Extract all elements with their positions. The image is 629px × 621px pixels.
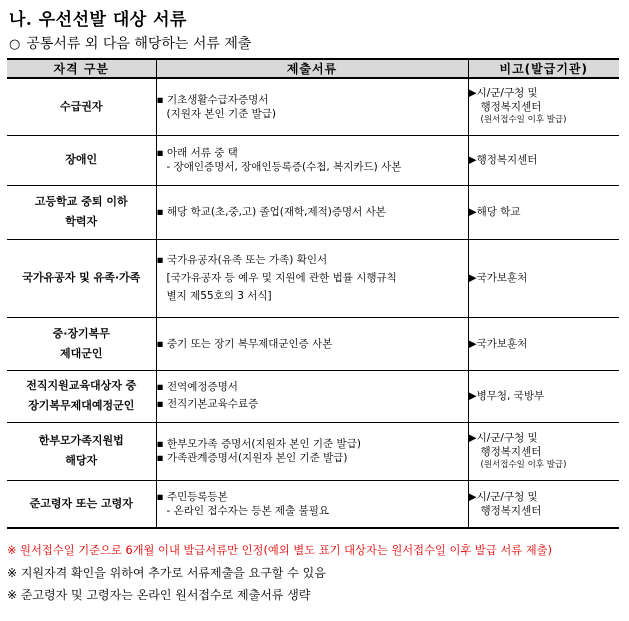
issuer-note: (원서접수일 이후 발급) (480, 459, 567, 470)
documents-cell (156, 370, 468, 422)
issuer-line: ▶시/군/구청 및 (468, 87, 538, 100)
qualification-cell (7, 370, 156, 422)
documents-cell (156, 239, 468, 317)
document-line: ▪ 한부모가족 증명서(지원자 본인 기준 발급) (156, 438, 361, 450)
qualification-cell (7, 239, 156, 317)
document-line: - 장애인증명서, 장애인등록증(수첩, 복지카드) 사본 (166, 161, 402, 173)
subtitle (9, 33, 251, 53)
subtitle-bullet: ○ (9, 37, 21, 52)
document-line: 별지 제55호의 3 서식] (166, 290, 272, 302)
table-row (7, 317, 619, 370)
documents-cell (156, 480, 468, 528)
issuer-line: ▶시/군/구청 및 (468, 431, 538, 444)
table-row (7, 422, 619, 480)
qualification-text: 수급권자 (59, 99, 103, 113)
document-line: ▪ 가족관계증명서(지원자 본인 기준 발급) (156, 452, 348, 464)
document-line: ▪ 전직기본교육수료증 (156, 398, 259, 410)
qualification-cell (7, 422, 156, 480)
qualification-cell (7, 317, 156, 370)
note-additional-docs: ※ 지원자격 확인을 위하여 추가로 서류제출을 요구할 수 있음 (7, 566, 326, 580)
header-issuer: 비고(발급기관) (468, 59, 619, 78)
issuer-cell (468, 185, 619, 239)
issuer-cell (468, 480, 619, 528)
qualification-text: 준고령자 또는 고령자 (29, 496, 133, 510)
table-row (7, 78, 619, 135)
issuer-cell (468, 78, 619, 135)
qualification-text: 국가유공자 및 유족·가족 (22, 271, 141, 284)
qualification-text: 학력자 (65, 215, 98, 228)
issuer-line: ▶시/군/구청 및 (468, 490, 538, 503)
header-documents: 제출서류 (156, 59, 468, 78)
table-row (7, 370, 619, 422)
documents-cell (156, 317, 468, 370)
document-line: (지원자 본인 기준 발급) (166, 107, 276, 120)
document-line: ▪ 해당 학교(초,중,고) 졸업(재학,제적)증명서 사본 (156, 206, 386, 218)
issuer-line: 행정복지센터 (480, 504, 542, 517)
qualification-text: 장애인 (65, 153, 98, 166)
issuer-note: (원서접수일 이후 발급) (480, 115, 567, 126)
document-line: ▪ 전역예정증명서 (156, 381, 238, 393)
subtitle-text: 공통서류 외 다음 해당하는 서류 제출 (26, 36, 252, 52)
issuer-cell (468, 317, 619, 370)
qualification-text: 한부모가족지원법 (38, 434, 124, 447)
table-row (7, 480, 619, 528)
qualification-cell (7, 480, 156, 528)
documents-table (7, 58, 619, 529)
issuer-line: 행정복지센터 (480, 101, 542, 114)
issuer-cell (468, 370, 619, 422)
note-warning: ※ 원서접수일 기준으로 6개월 이내 발급서류만 인정(예외 별도 표기 대상자는 원서접수일 이후 발급 서류 제출) (7, 544, 552, 557)
issuer-cell (468, 135, 619, 185)
table-header-row (7, 59, 619, 78)
qualification-text: 중·장기복무 (52, 326, 110, 340)
documents-cell (156, 422, 468, 480)
issuer-cell (468, 422, 619, 480)
qualification-cell (7, 185, 156, 239)
document-line: ▪ 중기 또는 장기 복무제대군인증 사본 (156, 337, 333, 350)
document-line: ▪ 주민등록등본 (156, 490, 228, 503)
issuer-line: ▶국가보훈처 (468, 337, 528, 350)
table-row (7, 239, 619, 317)
qualification-text: 장기복무제대예정군인 (28, 399, 135, 412)
document-line: ▪ 아래 서류 중 택 (156, 147, 238, 159)
qualification-text: 전직지원교육대상자 중 (26, 379, 137, 392)
issuer-line: ▶해당 학교 (468, 206, 521, 218)
issuer-line: ▶국가보훈처 (468, 272, 528, 284)
issuer-cell (468, 239, 619, 317)
documents-cell (156, 78, 468, 135)
notes (7, 540, 552, 606)
document-line: ▪ 국가유공자(유족 또는 가족) 확인서 (156, 254, 328, 266)
documents-cell (156, 135, 468, 185)
qualification-text: 해당자 (65, 454, 98, 467)
note-online-application: ※ 준고령자 및 고령자는 온라인 원서접수로 제출서류 생략 (7, 588, 311, 602)
qualification-cell (7, 78, 156, 135)
qualification-text: 제대군인 (59, 346, 103, 360)
qualification-text: 고등학교 중퇴 이하 (34, 195, 128, 208)
header-qualification: 자격 구분 (7, 59, 156, 78)
document-line: [국가유공자 등 예우 및 지원에 관한 법률 시행규칙 (166, 272, 397, 284)
document-line: ▪ 기초생활수급자증명서 (156, 93, 269, 106)
document-line: - 온라인 접수자는 등본 제출 불필요 (166, 504, 329, 517)
issuer-line: ▶행정복지센터 (468, 154, 538, 166)
qualification-cell (7, 135, 156, 185)
issuer-line: ▶병무청, 국방부 (468, 390, 545, 402)
issuer-line: 행정복지센터 (480, 445, 542, 458)
documents-cell (156, 185, 468, 239)
section-title: 나. 우선선발 대상 서류 (9, 10, 187, 30)
table-row (7, 135, 619, 185)
table-row (7, 185, 619, 239)
